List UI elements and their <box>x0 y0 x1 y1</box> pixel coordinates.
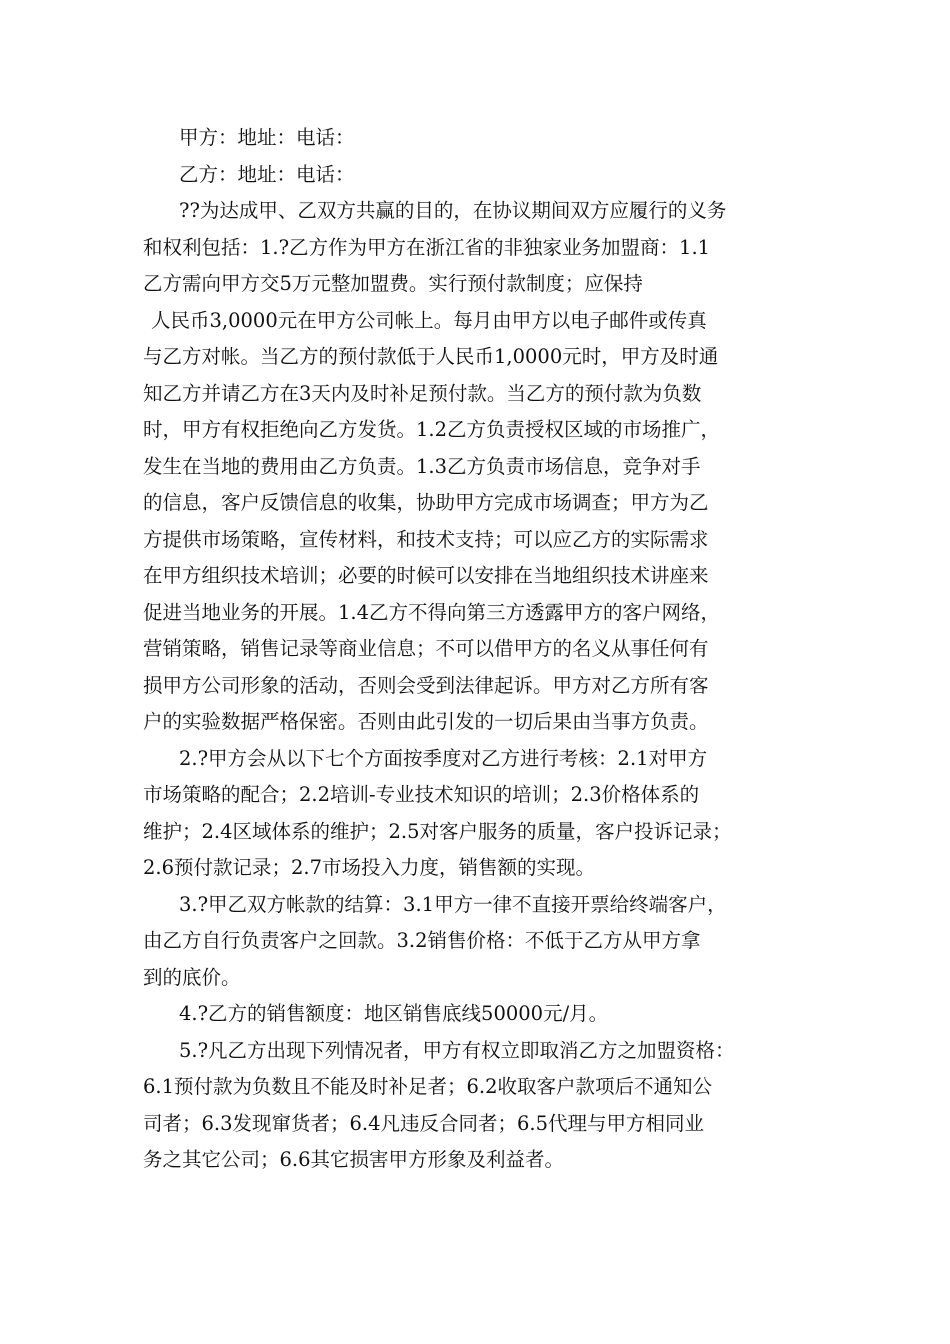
text-line: ??为达成甲、乙双方共赢的目的，在协议期间双方应履行的义务 <box>179 199 727 222</box>
text-line: 到的底价。 <box>143 965 241 989</box>
text-line: 时，甲方有权拒绝向乙方发货。1.2乙方负责授权区域的市场推广， <box>143 418 721 441</box>
text-line: 知乙方并请乙方在3天内及时补足预付款。当乙方的预付款为负数 <box>143 381 702 405</box>
text-line: 发生在当地的费用由乙方负责。1.3乙方负责市场信息，竞争对手 <box>143 454 701 478</box>
text-line: 营销策略，销售记录等商业信息；不可以借甲方的名义从事任何有 <box>143 637 709 660</box>
text-line: 务之其它公司；6.6其它损害甲方形象及利益者。 <box>143 1148 565 1171</box>
text-line: 维护；2.4区域体系的维护；2.5对客户服务的质量，客户投诉记录； <box>143 819 732 843</box>
text-line: 司者；6.3发现窜货者；6.4凡违反合同者；6.5代理与甲方相同业 <box>143 1111 705 1135</box>
text-line: 4.?乙方的销售额度：地区销售底线50000元/月。 <box>179 1002 609 1025</box>
text-line: 和权利包括：1.?乙方作为甲方在浙江省的非独家业务加盟商：1.1 <box>143 235 711 259</box>
text-line: 2.6预付款记录；2.7市场投入力度，销售额的实现。 <box>143 856 596 879</box>
text-line: 市场策略的配合；2.2培训-专业技术知识的培训；2.3价格体系的 <box>143 783 700 806</box>
text-line: 由乙方自行负责客户之回款。3.2销售价格：不低于乙方从甲方拿 <box>143 929 701 952</box>
text-line: 的信息，客户反馈信息的收集，协助甲方完成市场调查；甲方为乙 <box>143 491 709 514</box>
text-line: 促进当地业务的开展。1.4乙方不得向第三方透露甲方的客户网络， <box>143 600 721 624</box>
document-body <box>143 120 823 1179</box>
text-line: 甲方：地址：电话： <box>179 126 355 149</box>
text-line: 在甲方组织技术培训；必要的时候可以安排在当地组织技术讲座来 <box>143 564 709 587</box>
text-line: 乙方需向甲方交5万元整加盟费。实行预付款制度；应保持 <box>143 272 643 295</box>
text-line: 户的实验数据严格保密。否则由此引发的一切后果由当事方负责。 <box>143 710 709 733</box>
text-line: 2.?甲方会从以下七个方面按季度对乙方进行考核：2.1对甲方 <box>179 746 708 770</box>
text-line: 方提供市场策略，宣传材料，和技术支持；可以应乙方的实际需求 <box>143 527 709 551</box>
text-line: 与乙方对帐。当乙方的预付款低于人民币1,0000元时，甲方及时通 <box>143 345 719 368</box>
text-line: 6.1预付款为负数且不能及时补足者；6.2收取客户款项后不通知公 <box>143 1075 713 1098</box>
text-line: 人民币3,0000元在甲方公司帐上。每月由甲方以电子邮件或传真 <box>151 308 707 332</box>
text-line: 5.?凡乙方出现下列情况者，甲方有权立即取消乙方之加盟资格： <box>179 1038 735 1062</box>
text-line: 乙方：地址：电话： <box>179 162 355 186</box>
text-line: 3.?甲乙双方帐款的结算：3.1甲方一律不直接开票给终端客户， <box>179 892 727 916</box>
text-line: 损甲方公司形象的活动，否则会受到法律起诉。甲方对乙方所有客 <box>143 673 709 697</box>
